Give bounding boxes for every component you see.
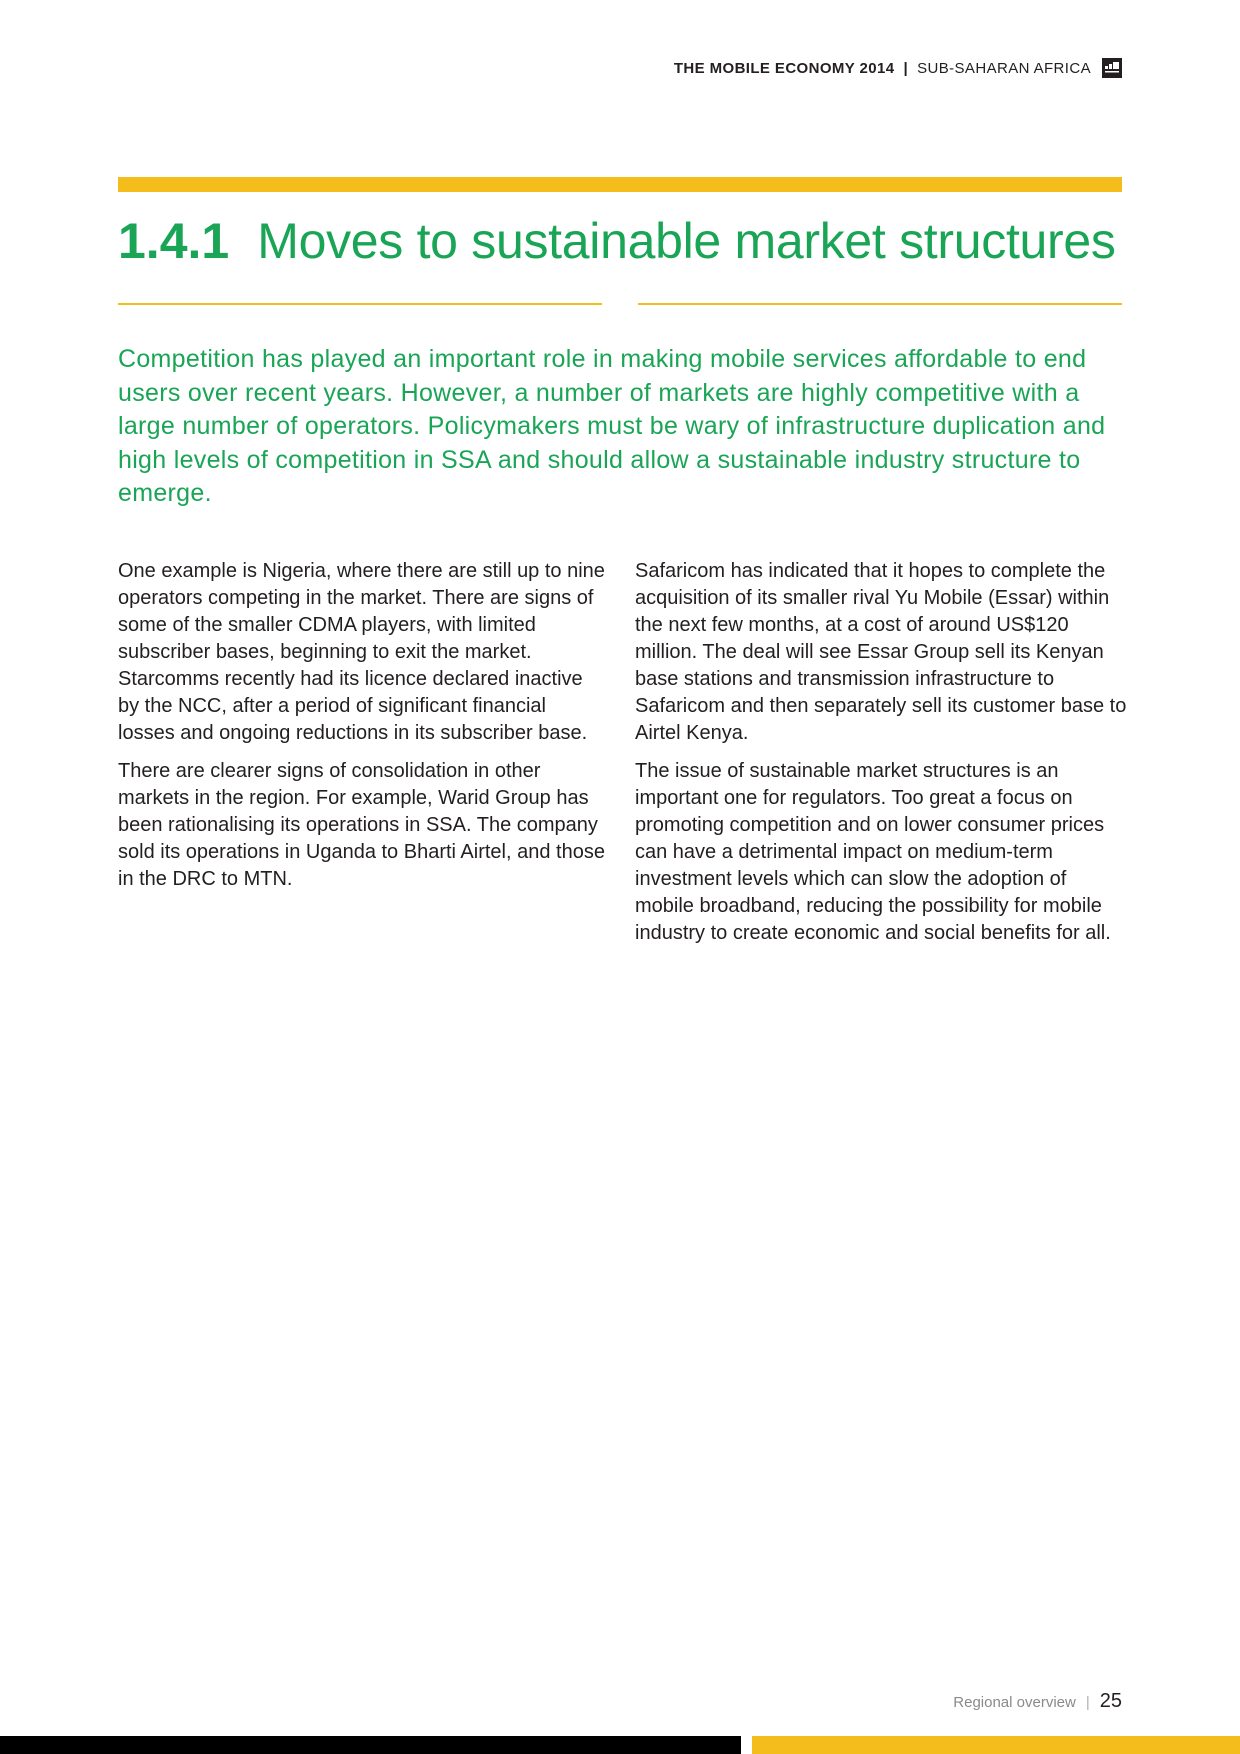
footer-bar-black: [0, 1736, 741, 1754]
body-paragraph: One example is Nigeria, where there are still up to nine operators competing in the market. There are signs of some of the smaller CDMA players, with limited subscriber bases, beginning to exit the market. Starcomms recently had its licence declared inactive by the NCC, after a period of significant financial losses and ongoing reductions in its subscriber base.: [118, 560, 605, 744]
page-footer: [953, 1690, 1122, 1713]
intro-paragraph: Competition has played an important role in making mobile services affordable to end users over recent years. However, a number of markets are highly competitive with a large number of operators. Policymakers must be wary of infrastructure duplication and high levels of competition in SSA and should allow a sustainable industry structure to emerge.: [118, 345, 1106, 507]
section-title: Moves to sustainable market structures: [257, 213, 1116, 269]
section-heading: [118, 206, 1116, 276]
body-paragraph: Safaricom has indicated that it hopes to complete the acquisition of its smaller rival Yu Mobile (Essar) within the next few months, at a cost of around US$120 million. The deal will see Essar Group sell its Kenyan base stations and transmission infrastructure to Safaricom and then separately sell its customer base to Airtel Kenya.: [635, 560, 1127, 744]
footer-section-label: Regional overview: [953, 1694, 1076, 1711]
gsma-logo-icon: [1102, 58, 1122, 78]
header-separator: |: [903, 59, 909, 77]
heading-rule-left: [118, 303, 602, 305]
section-number: 1.4.1: [118, 213, 230, 269]
page-number: 25: [1099, 1690, 1122, 1712]
publication-title: THE MOBILE ECONOMY 2014: [673, 59, 895, 77]
body-paragraph: The issue of sustainable market structures is an important one for regulators. Too great a focus on promoting competition and on lower consumer prices can have a detrimental impact on medium-term investment levels which can slow the adoption of mobile broadband, reducing the possibility for mobile industry to create economic and social benefits for all.: [635, 760, 1111, 944]
section-top-bar: [118, 177, 1122, 192]
body-paragraph: There are clearer signs of consolidation in other markets in the region. For example, Warid Group has been rationalising its operations in SSA. The company sold its operations in Uganda to Bharti Airtel, and those in the DRC to MTN.: [118, 760, 605, 890]
body-column-left: [118, 558, 606, 904]
running-header: [674, 58, 1122, 78]
region-label: SUB-SAHARAN AFRICA: [917, 59, 1091, 77]
body-column-right: [635, 558, 1127, 958]
heading-rule-right: [638, 303, 1122, 305]
footer-bar-yellow: [752, 1736, 1240, 1754]
footer-separator: |: [1085, 1694, 1090, 1711]
